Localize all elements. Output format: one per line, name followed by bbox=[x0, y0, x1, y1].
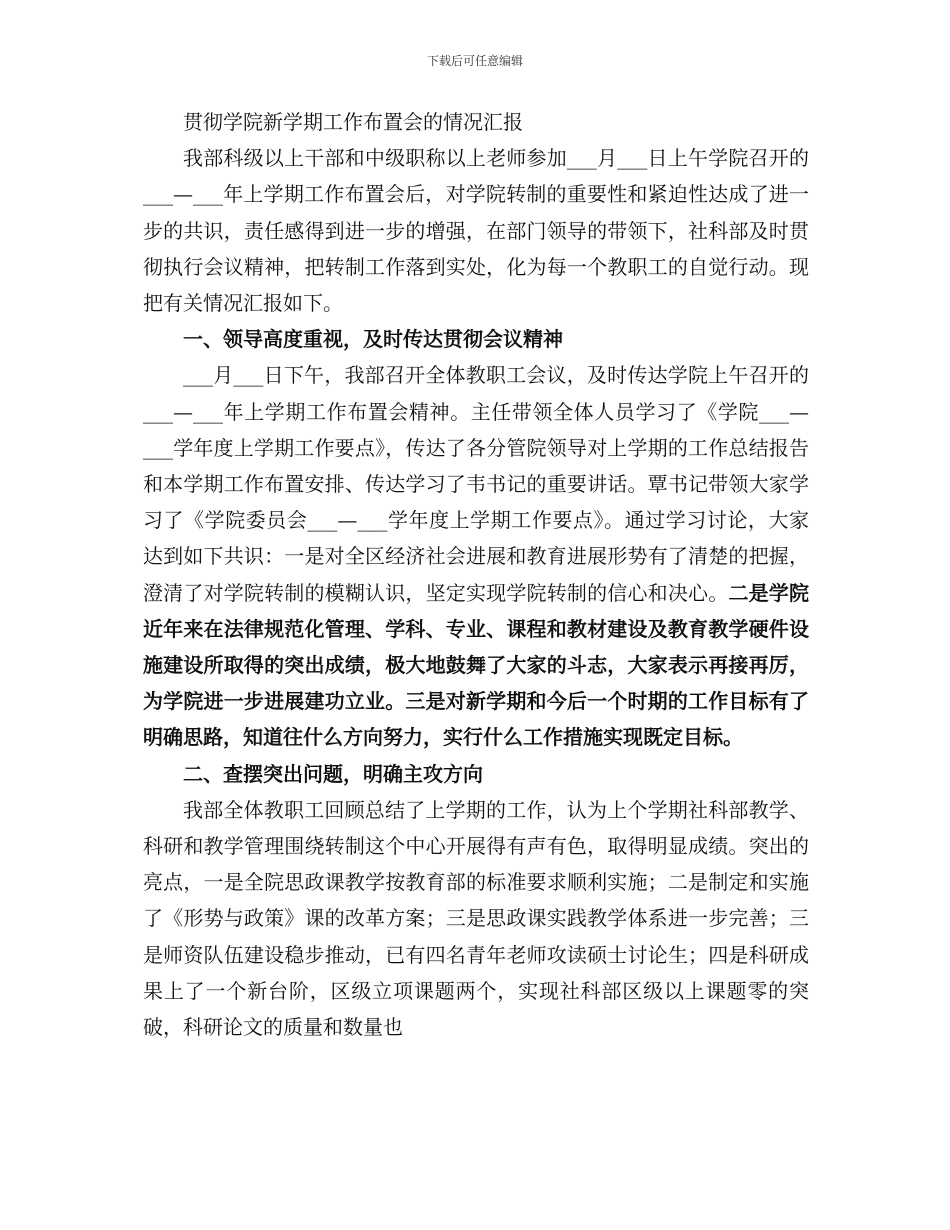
intro-paragraph: 我部科级以上干部和中级职称以上老师参加___月___日上午学院召开的___—___年上学期工作布置会后，对学院转制的重要性和紧迫性达成了进一步的共识，责任感得到进一步的增强，在部门领导的带领下，社科部及时贯彻执行会议精神，把转制工作落到实处，化为每一个教职工的自觉行动。现把有关情况汇报如下。 bbox=[143, 146, 809, 316]
section-1-paragraph-normal: ___月___日下午，我部召开全体教职工会议，及时传达学院上午召开的___—___年上学期工作布置会精神。主任带领全体人员学习了《学院___—___学年度上学期工作要点》，传达了各分管院领导对上学期的工作总结报告和本学期工作布置安排、传达学习了韦书记的重要讲话。覃书记带领大家学习了《学院委员会___—___学年度上学期工作要点》。通过学习讨论，大家达到如下共识：一是对全区经济社会进展和教育进展形势有了清楚的把握，澄清了对学院转制的模糊认识，坚定实现学院转制的信心和决心。 bbox=[143, 363, 809, 605]
section-2-paragraph: 我部全体教职工回顾总结了上学期的工作，认为上个学期社科部教学、科研和教学管理围绕转制这个中心开展得有声有色，取得明显成绩。突出的亮点，一是全院思政课教学按教育部的标准要求顺利实施；二是制定和实施了《形势与政策》课的改革方案；三是思政课实践教学体系进一步完善；三是师资队伍建设稳步推动，已有四名青年老师攻读硕士讨论生；四是科研成果上了一个新台阶，区级立项课题两个，实现社科部区级以上课题零的突破，科研论文的质量和数量也 bbox=[143, 797, 809, 1040]
document-title: 贯彻学院新学期工作布置会的情况汇报 bbox=[183, 110, 523, 134]
section-1-paragraph bbox=[143, 357, 809, 755]
section-1-paragraph-bold: 二是学院近年来在法律规范化管理、学科、专业、课程和教材建设及教育教学硬件设施建设所取得的突出成绩，极大地鼓舞了大家的斗志，大家表示再接再厉，为学院进一步进展建功立业。三是对新学期和今后一个时期的工作目标有了明确思路，知道往什么方向努力，实行什么工作措施实现既定目标。 bbox=[143, 580, 809, 750]
section-1-heading: 一、领导高度重视，及时传达贯彻会议精神 bbox=[183, 327, 563, 352]
document-body bbox=[143, 104, 809, 1045]
page-header: 下载后可任意编辑 bbox=[426, 54, 523, 68]
section-2-heading: 二、查摆突出问题，明确主攻方向 bbox=[183, 761, 483, 786]
